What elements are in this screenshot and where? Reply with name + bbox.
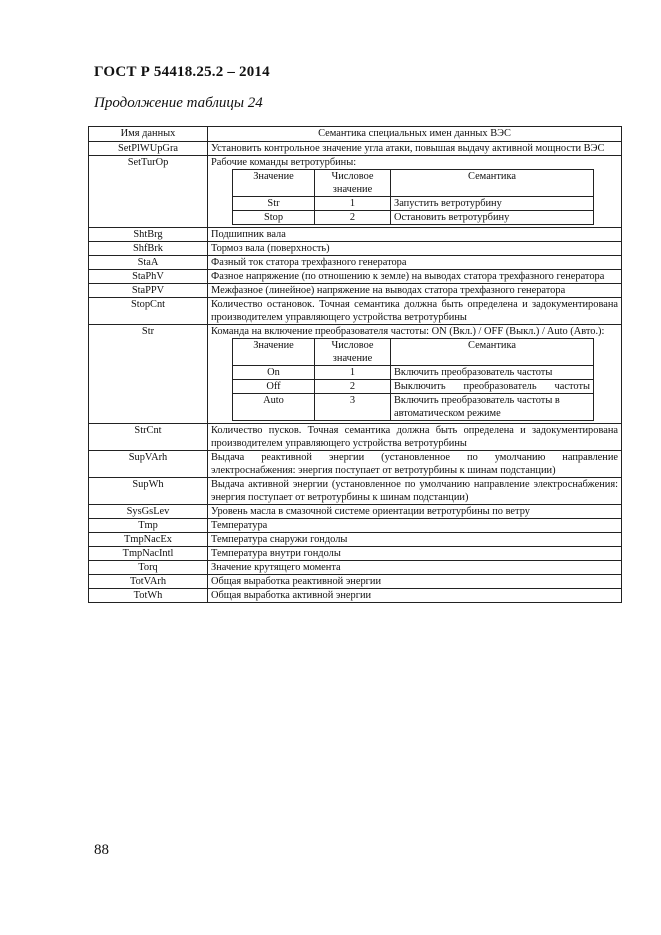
setturop-values-subtable bbox=[232, 169, 594, 225]
semantics-text: Рабочие команды ветротурбины: bbox=[211, 157, 357, 168]
subtable-numeric-cell: 3 bbox=[315, 394, 391, 421]
semantics-cell: Количество остановок. Точная семантика должна быть определена и задокументирована производителем управляющего устройства ветротурбины bbox=[208, 298, 622, 325]
subtable-semantics-cell: Включить преобразователь частоты в автоматическом режиме bbox=[391, 394, 594, 421]
table-row bbox=[89, 284, 622, 298]
semantics-cell: Температура внутри гондолы bbox=[208, 547, 622, 561]
table-row bbox=[89, 325, 622, 424]
semantics-cell: Установить контрольное значение угла атаки, повышая выдачу активной мощности ВЭС bbox=[208, 142, 622, 156]
data-name-cell: StopCnt bbox=[89, 298, 208, 325]
data-name-cell: SysGsLev bbox=[89, 505, 208, 519]
data-names-table bbox=[88, 126, 622, 603]
table-row bbox=[89, 242, 622, 256]
data-name-cell: StaPhV bbox=[89, 270, 208, 284]
table-row bbox=[89, 451, 622, 478]
table-row bbox=[89, 298, 622, 325]
semantics-cell: Температура bbox=[208, 519, 622, 533]
data-name-cell: Torq bbox=[89, 561, 208, 575]
subtable-semantics-cell: Запустить ветротурбину bbox=[391, 197, 594, 211]
data-name-cell: StaA bbox=[89, 256, 208, 270]
semantics-cell: Выдача реактивной энергии (установленное по умолчанию направление электроснабжения: энергия поступает от ветротурбины к шинам подстанции) bbox=[208, 451, 622, 478]
table-row bbox=[89, 478, 622, 505]
semantics-cell bbox=[208, 325, 622, 424]
table-row bbox=[89, 575, 622, 589]
subtable-value-cell: On bbox=[233, 366, 315, 380]
subtable-row bbox=[233, 380, 594, 394]
subtable-semantics-cell: Остановить ветротурбину bbox=[391, 211, 594, 225]
semantics-cell: Количество пусков. Точная семантика должна быть определена и задокументирована производителем управляющего устройства ветротурбины bbox=[208, 424, 622, 451]
semantics-cell: Выдача активной энергии (установленное по умолчанию направление электроснабжения: энергия поступает от ветротурбины к шинам подстанции) bbox=[208, 478, 622, 505]
data-name-cell: ShfBrk bbox=[89, 242, 208, 256]
semantics-cell: Фазное напряжение (по отношению к земле) на выводах статора трехфазного генератора bbox=[208, 270, 622, 284]
table-header-row bbox=[89, 127, 622, 142]
page-number: 88 bbox=[94, 842, 109, 858]
subtable-numeric-cell: 1 bbox=[315, 197, 391, 211]
data-name-cell: SupVArh bbox=[89, 451, 208, 478]
subtable-value-cell: Auto bbox=[233, 394, 315, 421]
subtable-semantics-cell: Включить преобразователь частоты bbox=[391, 366, 594, 380]
data-name-cell: TotVArh bbox=[89, 575, 208, 589]
subtable-header-row bbox=[233, 339, 594, 366]
subtable-row bbox=[233, 394, 594, 421]
subtable-value-cell: Str bbox=[233, 197, 315, 211]
subtable-header-semantics: Семантика bbox=[391, 339, 594, 366]
data-name-cell: SetPlWUpGra bbox=[89, 142, 208, 156]
table-continuation-caption: Продолжение таблицы 24 bbox=[94, 95, 263, 111]
data-name-cell: Str bbox=[89, 325, 208, 424]
semantics-cell: Общая выработка активной энергии bbox=[208, 589, 622, 603]
data-name-cell: TmpNacIntl bbox=[89, 547, 208, 561]
data-name-cell: StrCnt bbox=[89, 424, 208, 451]
table-row bbox=[89, 519, 622, 533]
table-row bbox=[89, 256, 622, 270]
data-name-cell: SetTurOp bbox=[89, 156, 208, 228]
semantics-cell: Значение крутящего момента bbox=[208, 561, 622, 575]
semantics-cell: Тормоз вала (поверхность) bbox=[208, 242, 622, 256]
subtable-header-value: Значение bbox=[233, 170, 315, 197]
data-name-cell: ShtBrg bbox=[89, 228, 208, 242]
column-header-semantics: Семантика специальных имен данных ВЭС bbox=[208, 127, 622, 142]
data-name-cell: SupWh bbox=[89, 478, 208, 505]
data-name-cell: TmpNacEx bbox=[89, 533, 208, 547]
table-row bbox=[89, 270, 622, 284]
table-row bbox=[89, 424, 622, 451]
standard-title: ГОСТ Р 54418.25.2 – 2014 bbox=[94, 64, 270, 80]
column-header-name: Имя данных bbox=[89, 127, 208, 142]
semantics-cell: Межфазное (линейное) напряжение на выводах статора трехфазного генератора bbox=[208, 284, 622, 298]
subtable-header-semantics: Семантика bbox=[391, 170, 594, 197]
semantics-cell: Уровень масла в смазочной системе ориентации ветротурбины по ветру bbox=[208, 505, 622, 519]
semantics-text: Команда на включение преобразователя частоты: ON (Вкл.) / OFF (Выкл.) / Auto (Авто.): bbox=[211, 326, 605, 337]
data-name-cell: TotWh bbox=[89, 589, 208, 603]
data-name-cell: StaPPV bbox=[89, 284, 208, 298]
semantics-cell: Температура снаружи гондолы bbox=[208, 533, 622, 547]
table-row bbox=[89, 589, 622, 603]
table-row bbox=[89, 505, 622, 519]
subtable-row bbox=[233, 366, 594, 380]
table-row bbox=[89, 533, 622, 547]
semantics-cell bbox=[208, 156, 622, 228]
subtable-semantics-cell: Выключить преобразователь частоты bbox=[391, 380, 594, 394]
subtable-numeric-cell: 2 bbox=[315, 211, 391, 225]
semantics-cell: Фазный ток статора трехфазного генератора bbox=[208, 256, 622, 270]
subtable-header-row bbox=[233, 170, 594, 197]
subtable-header-numeric: Числовое значение bbox=[315, 170, 391, 197]
subtable-row bbox=[233, 211, 594, 225]
table-row bbox=[89, 561, 622, 575]
semantics-cell: Общая выработка реактивной энергии bbox=[208, 575, 622, 589]
subtable-numeric-cell: 1 bbox=[315, 366, 391, 380]
subtable-header-value: Значение bbox=[233, 339, 315, 366]
data-name-cell: Tmp bbox=[89, 519, 208, 533]
subtable-row bbox=[233, 197, 594, 211]
subtable-numeric-cell: 2 bbox=[315, 380, 391, 394]
table-row bbox=[89, 547, 622, 561]
subtable-header-numeric: Числовое значение bbox=[315, 339, 391, 366]
table-row bbox=[89, 156, 622, 228]
table-row bbox=[89, 228, 622, 242]
subtable-value-cell: Off bbox=[233, 380, 315, 394]
str-values-subtable bbox=[232, 338, 594, 421]
semantics-cell: Подшипник вала bbox=[208, 228, 622, 242]
table-row bbox=[89, 142, 622, 156]
subtable-value-cell: Stop bbox=[233, 211, 315, 225]
